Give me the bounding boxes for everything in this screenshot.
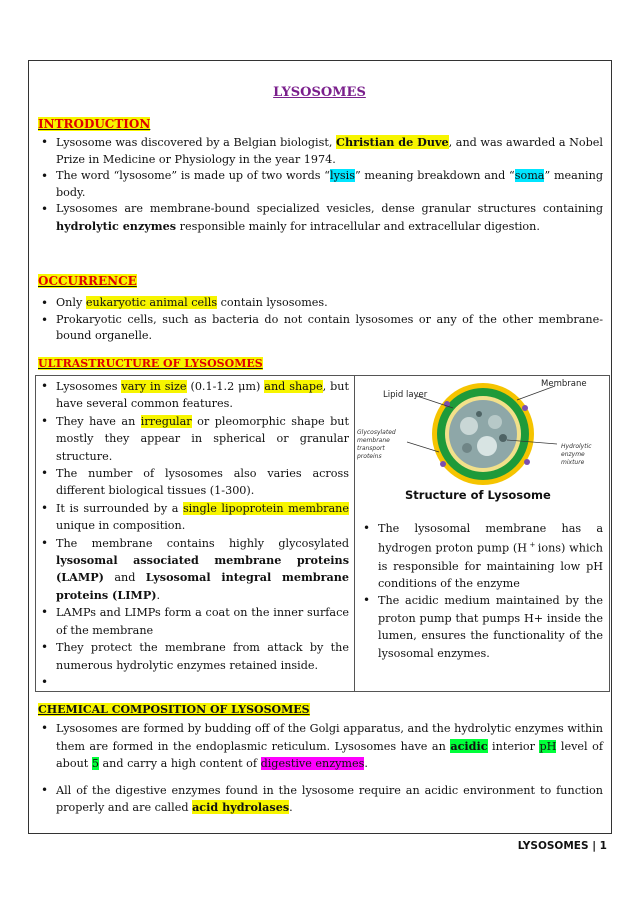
ultra-item-5: • The membrane contains highly glycosylated lysosomal associated membrane proteins (LAMP) and Lysosomal integral membrane proteins (LIMP).: [38, 535, 349, 605]
label-membrane: Membrane: [541, 379, 587, 389]
page-footer: LYSOSOMES | 1: [517, 840, 607, 852]
ultra-item-3: • The number of lysosomes also varies across different biological tissues (1-300).: [38, 465, 349, 500]
glycoprotein-dot: [522, 405, 528, 411]
table-divider: [354, 376, 355, 691]
chemical-list: [38, 720, 603, 817]
ultra-item-4: • It is surrounded by a single lipoprotein membrane unique in composition.: [38, 500, 349, 535]
label-glyco-1: Glycosylated: [357, 429, 396, 436]
page-title: LYSOSOMES: [273, 85, 366, 100]
label-lipid: Lipid layer: [383, 390, 428, 400]
intro-item-3: • Lysosomes are membrane-bound specialized vesicles, dense granular structures containing hydrolytic enzymes responsible mainly for intracellular and extracellular digestion.: [38, 201, 603, 235]
vesicle: [477, 436, 497, 456]
intro-list: [38, 134, 603, 236]
ultra-item-7: • They protect the membrane from attack by the numerous hydrolytic enzymes retained inside.: [38, 639, 349, 674]
lumen: [449, 400, 517, 468]
intro-heading: INTRODUCTION: [38, 117, 151, 131]
ultrastructure-right-list: [360, 520, 603, 662]
ultra-right-item-2: • The acidic medium maintained by the proton pump that pumps H+ inside the lumen, ensures the functionality of the lysosomal enzymes.: [360, 592, 603, 662]
intro-item-2: • The word “lysosome” is made up of two words “lysis” meaning breakdown and “soma” meaning body.: [38, 168, 603, 201]
ultra-item-8-empty: [38, 674, 349, 691]
enzyme-dot: [462, 443, 472, 453]
intro-item-1: • Lysosome was discovered by a Belgian biologist, Christian de Duve, and was awarded a Nobel Prize in Medicine or Physiology in the year 1974.: [38, 134, 603, 168]
occurrence-list: [38, 295, 603, 345]
chemical-heading: CHEMICAL COMPOSITION OF LYSOSOMES: [38, 703, 310, 716]
ultra-right-item-1: • The lysosomal membrane has a hydrogen proton pump (H + ions) which is responsible for maintaining low pH conditions of the enzyme: [360, 520, 603, 592]
lysosome-diagram: [357, 378, 605, 486]
chem-item-2: • All of the digestive enzymes found in the lysosome require an acidic environment to function properly and are called acid hydrolases.: [38, 782, 603, 817]
label-glyco-3: transport: [357, 445, 385, 452]
chem-item-1: • Lysosomes are formed by budding off of the Golgi apparatus, and the hydrolytic enzymes within them are formed in the endoplasmic reticulum. Lysosomes have an acidic interior pH level of about 5 and carry a high content of digestive enzymes.: [38, 720, 603, 773]
vesicle: [460, 417, 478, 435]
glycoprotein-dot: [524, 459, 530, 465]
enzyme-dot: [499, 434, 507, 442]
label-hydro-3: mixture: [561, 459, 585, 466]
ultra-item-2: • They have an irregular or pleomorphic shape but mostly they appear in spherical or granular structure.: [38, 413, 349, 465]
label-glyco-4: proteins: [357, 453, 382, 460]
ultrastructure-heading: ULTRASTRUCTURE OF LYSOSOMES: [38, 357, 263, 370]
ultra-item-6: • LAMPs and LIMPs form a coat on the inner surface of the membrane: [38, 604, 349, 639]
enzyme-dot: [476, 411, 482, 417]
occurrence-heading: OCCURRENCE: [38, 274, 137, 288]
diagram-caption: Structure of Lysosome: [405, 488, 551, 502]
label-hydro-2: enzyme: [561, 451, 585, 458]
label-hydro-1: Hydrolytic: [561, 443, 592, 450]
ultra-item-1: • Lysosomes vary in size (0.1-1.2 μm) and shape, but have several common features.: [38, 378, 349, 413]
occurrence-item-2: • Prokaryotic cells, such as bacteria do not contain lysosomes or any of the other membrane-bound organelle.: [38, 312, 603, 345]
label-glyco-2: membrane: [357, 437, 390, 444]
ultrastructure-left-list: [38, 378, 349, 691]
occurrence-item-1: • Only eukaryotic animal cells contain lysosomes.: [38, 295, 603, 312]
vesicle: [488, 415, 502, 429]
glycoprotein-dot: [440, 461, 446, 467]
